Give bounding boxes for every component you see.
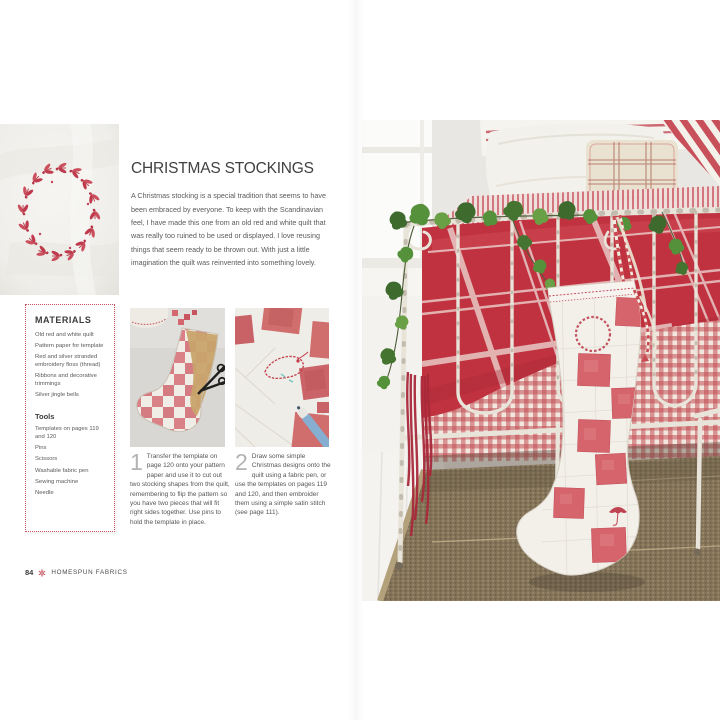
- materials-box: [25, 304, 115, 532]
- page-gutter: [348, 0, 364, 720]
- intro-paragraph: A Christmas stocking is a special tradition that seems to have been embraced by everyone. To keep with the Scandinavian feel, I have made this one from an old red and white quilt that was really too ruined to be used or displayed. I love reusing things that seem ready to be thrown out. With just a little imagination the quilt was reinvented into something lovely.: [131, 191, 326, 268]
- material-item: Ribbons and decorative trimmings: [35, 373, 97, 388]
- materials-list: [35, 332, 108, 400]
- tools-heading: Tools: [35, 412, 55, 422]
- step-2-number: 2: [235, 449, 248, 475]
- wreath-embroidery-photo: [0, 124, 119, 295]
- page-title: CHRISTMAS STOCKINGS: [131, 160, 314, 178]
- step-2-text: Draw some simple Christmas designs onto the quilt using a fabric pen, or use the templates on pages 119 and 120, and then embroider them using a simple satin stitch (see page 111).: [235, 453, 331, 517]
- material-item: Pattern paper for template: [35, 343, 104, 350]
- tool-item: Needle: [35, 489, 54, 496]
- material-item: Old red and white quilt: [35, 332, 94, 338]
- step-2: [235, 449, 332, 518]
- section-name: HOMESPUN FABRICS: [51, 569, 128, 576]
- step-1-number: 1: [130, 449, 143, 475]
- snowflake-flower-icon: [38, 569, 46, 577]
- materials-heading: MATERIALS: [35, 315, 92, 325]
- cutting-stocking-photo: [130, 308, 225, 447]
- tool-item: Pins: [35, 445, 47, 452]
- stocking-shadow: [529, 572, 645, 592]
- tool-item: Washable fabric pen: [35, 467, 89, 474]
- page-number: 84: [25, 568, 34, 577]
- material-item: Red and silver stranded embroidery floss (thread): [35, 354, 101, 369]
- tool-item: Sewing machine: [35, 478, 79, 485]
- step-1-text: Transfer the template on page 120 onto your pattern paper and use it to cut out two stocking shapes from the quilt, remembering to flip the pattern so you have two pieces that will fit right sides together. Use pins to hold the template in place.: [130, 453, 230, 526]
- material-item: Silver jingle bells: [35, 392, 79, 399]
- bed-with-stocking-photo: [362, 120, 720, 601]
- page-footer: [25, 568, 128, 577]
- tool-item: Templates on pages 119 and 120: [35, 426, 99, 440]
- tools-list: [35, 426, 108, 498]
- step-1: [130, 449, 230, 527]
- tool-item: Scissors: [35, 456, 58, 463]
- drawing-design-photo: [235, 308, 329, 447]
